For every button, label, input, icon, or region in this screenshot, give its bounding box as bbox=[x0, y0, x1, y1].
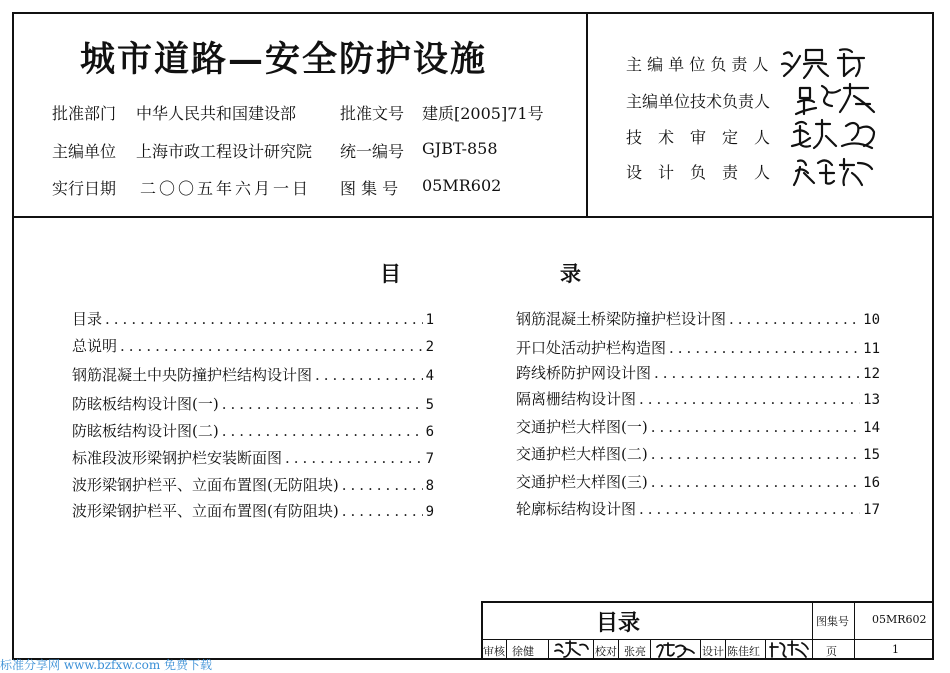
header-vertical-divider bbox=[586, 12, 588, 216]
toc-leader-dots bbox=[342, 476, 423, 494]
toc-entry-page: 4 bbox=[425, 368, 434, 384]
toc-entry[interactable] bbox=[72, 420, 434, 442]
title-block-title: 目录 bbox=[596, 611, 641, 636]
design-signature bbox=[768, 639, 810, 659]
atlas-no-cell-value: 05MR602 bbox=[872, 613, 927, 626]
toc-entry[interactable] bbox=[516, 498, 880, 520]
toc-entry-page: 5 bbox=[425, 397, 434, 413]
toc-entry-title: 防眩板结构设计图(二) bbox=[72, 422, 219, 440]
title-block-cell-divider bbox=[593, 639, 594, 660]
toc-entry[interactable] bbox=[516, 362, 880, 384]
toc-entry-title: 钢筋混凝土中央防撞护栏结构设计图 bbox=[72, 366, 313, 384]
toc-entry-title: 跨线桥防护网设计图 bbox=[516, 364, 652, 382]
atlas-no-cell-label: 图集号 bbox=[816, 615, 849, 628]
toc-entry[interactable] bbox=[516, 416, 880, 438]
toc-entry[interactable] bbox=[72, 364, 434, 386]
atlas-title: 城市道路—安全防护设施 bbox=[80, 39, 488, 80]
toc-entry[interactable] bbox=[516, 308, 880, 330]
signature-design-head bbox=[778, 153, 888, 189]
toc-leader-dots bbox=[654, 364, 860, 382]
title-block-col-divider bbox=[812, 601, 813, 660]
title-block-cell-divider bbox=[548, 639, 549, 660]
toc-entry-title: 目录 bbox=[72, 310, 103, 328]
toc-leader-dots bbox=[639, 390, 860, 408]
design-name: 陈佳红 bbox=[727, 645, 760, 658]
toc-entry[interactable] bbox=[72, 447, 434, 469]
approve-doc-value: 建质[2005]71号 bbox=[422, 104, 544, 123]
toc-entry-page: 17 bbox=[863, 502, 880, 518]
toc-entry-title: 波形梁钢护栏平、立面布置图(有防阻块) bbox=[72, 502, 339, 520]
toc-entry-page: 14 bbox=[863, 420, 880, 436]
toc-entry-title: 轮廓标结构设计图 bbox=[516, 500, 637, 518]
toc-entry-page: 8 bbox=[425, 478, 434, 494]
toc-entry-title: 标准段波形梁钢护栏安装断面图 bbox=[72, 449, 283, 467]
editor-unit-value: 上海市政工程设计研究院 bbox=[136, 142, 313, 161]
signature-chief-unit-head bbox=[778, 44, 888, 80]
toc-leader-dots bbox=[729, 310, 860, 328]
header-divider bbox=[12, 216, 934, 218]
page-cell-label: 页 bbox=[826, 645, 837, 658]
signature-technical-approver bbox=[778, 116, 888, 152]
toc-entry[interactable] bbox=[72, 308, 434, 330]
toc-entry-page: 12 bbox=[863, 366, 880, 382]
toc-entry[interactable] bbox=[72, 335, 434, 357]
title-block-col-divider bbox=[854, 601, 855, 660]
toc-entry-page: 16 bbox=[863, 475, 880, 491]
review-signature bbox=[552, 639, 592, 659]
page-cell-value: 1 bbox=[892, 643, 899, 656]
title-block-cell-divider bbox=[650, 639, 651, 660]
title-block-cell-divider bbox=[765, 639, 766, 660]
signature-tech-head bbox=[778, 80, 888, 116]
toc-leader-dots bbox=[651, 418, 860, 436]
toc-entry-page: 9 bbox=[425, 504, 434, 520]
toc-leader-dots bbox=[315, 366, 423, 384]
watermark-text: 标准分享网 www.bzfxw.com 免费下载 bbox=[0, 658, 213, 672]
toc-entry-page: 10 bbox=[863, 312, 880, 328]
toc-entry-title: 交通护栏大样图(一) bbox=[516, 418, 648, 436]
toc-entry-page: 13 bbox=[863, 392, 880, 408]
check-signature bbox=[654, 639, 698, 659]
toc-leader-dots bbox=[222, 422, 423, 440]
check-name: 张亮 bbox=[624, 645, 646, 658]
toc-leader-dots bbox=[222, 395, 423, 413]
unified-no-value: GJBT-858 bbox=[422, 139, 498, 158]
toc-entry-title: 防眩板结构设计图(一) bbox=[72, 395, 219, 413]
title-block-cell-divider bbox=[506, 639, 507, 660]
toc-entry-title: 交通护栏大样图(三) bbox=[516, 473, 648, 491]
effective-date-label: 实行日期 bbox=[52, 179, 117, 198]
toc-entry-title: 钢筋混凝土桥梁防撞护栏设计图 bbox=[516, 310, 727, 328]
approve-dept-value: 中华人民共和国建设部 bbox=[136, 104, 297, 123]
toc-entry-title: 隔离栅结构设计图 bbox=[516, 390, 637, 408]
chief-unit-head-label: 主 编 单 位 负 责 人 bbox=[626, 55, 769, 74]
unified-no-label: 统一编号 bbox=[340, 142, 405, 161]
atlas-no-value: 05MR602 bbox=[422, 176, 502, 195]
toc-entry-page: 2 bbox=[425, 339, 434, 355]
toc-leader-dots bbox=[120, 337, 423, 355]
toc-entry[interactable] bbox=[516, 443, 880, 465]
toc-entry[interactable] bbox=[72, 393, 434, 415]
title-block-cell-divider bbox=[618, 639, 619, 660]
toc-entry[interactable] bbox=[516, 388, 880, 410]
toc-entry-page: 6 bbox=[425, 424, 434, 440]
toc-entry-title: 交通护栏大样图(二) bbox=[516, 445, 648, 463]
toc-entry-page: 7 bbox=[425, 451, 434, 467]
review-label: 审核 bbox=[483, 645, 505, 658]
editor-unit-label: 主编单位 bbox=[52, 142, 117, 161]
toc-heading-left: 目 bbox=[380, 261, 401, 286]
approve-dept-label: 批准部门 bbox=[52, 104, 117, 123]
toc-entry-title: 总说明 bbox=[72, 337, 118, 355]
title-block-cell-divider bbox=[700, 639, 701, 660]
design-head-label: 设 计 负 责 人 bbox=[626, 163, 771, 182]
toc-entry[interactable] bbox=[516, 471, 880, 493]
toc-entry[interactable] bbox=[72, 474, 434, 496]
toc-leader-dots bbox=[651, 473, 860, 491]
design-label: 设计 bbox=[702, 645, 724, 658]
toc-leader-dots bbox=[669, 339, 860, 357]
atlas-no-label: 图 集 号 bbox=[340, 179, 399, 198]
toc-entry-title: 开口处活动护栏构造图 bbox=[516, 339, 667, 357]
toc-leader-dots bbox=[285, 449, 423, 467]
toc-heading-right: 录 bbox=[560, 261, 581, 286]
toc-entry-page: 15 bbox=[863, 447, 880, 463]
technical-approver-label: 技 术 审 定 人 bbox=[626, 128, 771, 147]
approve-doc-label: 批准文号 bbox=[340, 104, 405, 123]
title-block-cell-divider bbox=[725, 639, 726, 660]
toc-entry-page: 11 bbox=[863, 341, 880, 357]
chief-unit-tech-head-label: 主编单位技术负责人 bbox=[626, 92, 771, 111]
toc-entry-page: 1 bbox=[425, 312, 434, 328]
toc-entry[interactable] bbox=[516, 337, 880, 359]
toc-leader-dots bbox=[105, 310, 423, 328]
toc-entry-title: 波形梁钢护栏平、立面布置图(无防阻块) bbox=[72, 476, 339, 494]
toc-entry[interactable] bbox=[72, 500, 434, 522]
review-name: 徐健 bbox=[512, 645, 534, 658]
toc-leader-dots bbox=[639, 500, 860, 518]
check-label: 校对 bbox=[595, 645, 617, 658]
effective-date-value: 二〇〇五年六月一日 bbox=[140, 179, 312, 198]
toc-leader-dots bbox=[342, 502, 423, 520]
toc-leader-dots bbox=[651, 445, 860, 463]
